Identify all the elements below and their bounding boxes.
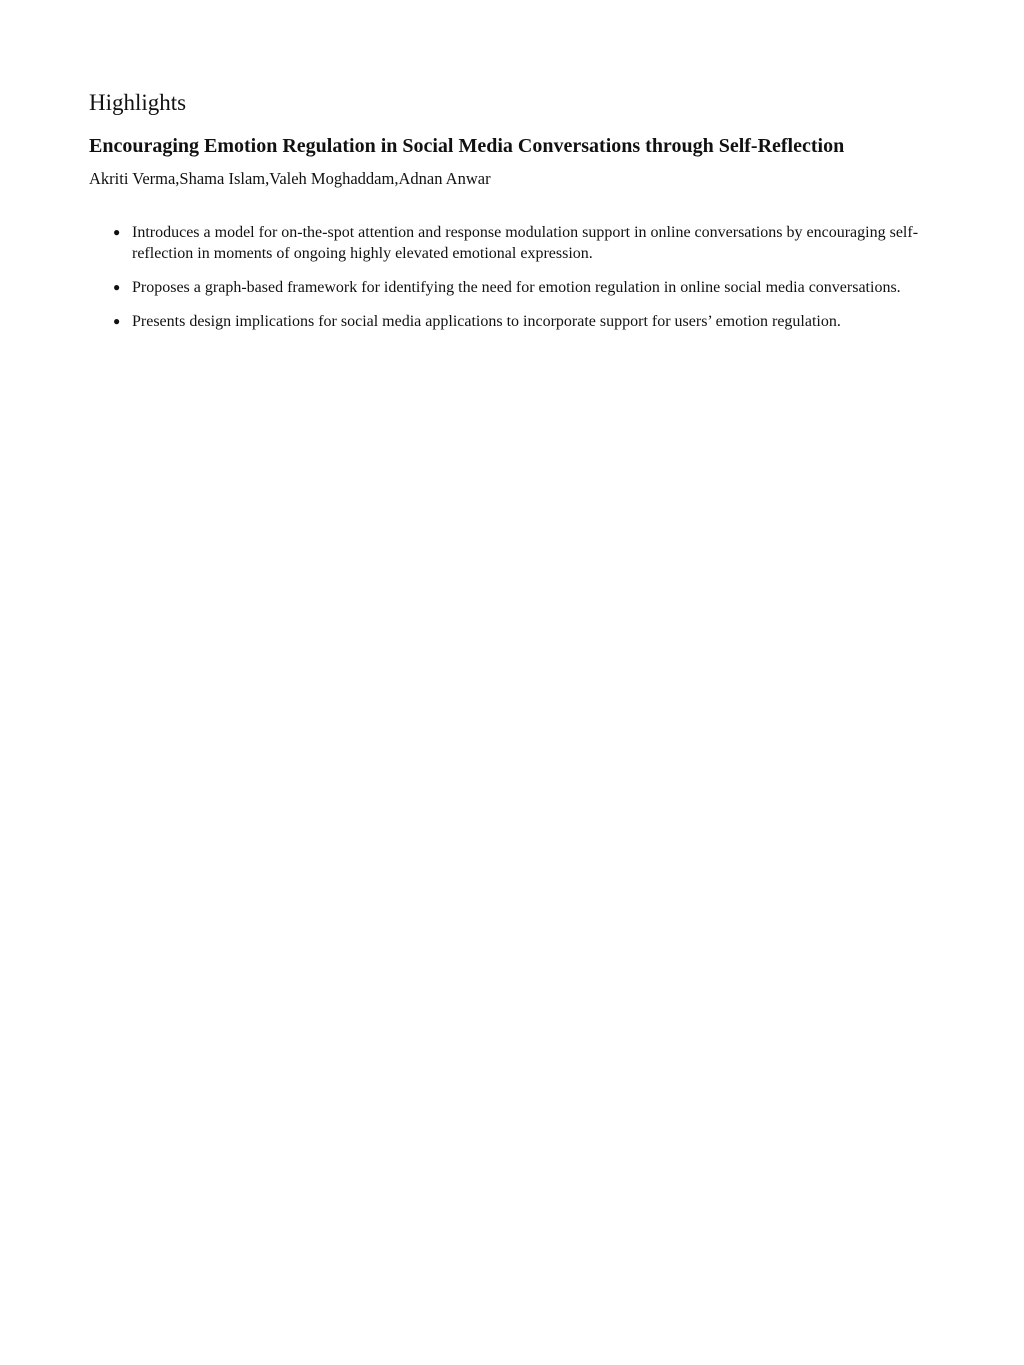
bullet-icon: ● bbox=[113, 314, 121, 328]
highlight-item bbox=[113, 277, 943, 298]
bullet-icon: ● bbox=[113, 280, 121, 294]
author-list: Akriti Verma,Shama Islam,Valeh Moghaddam,Adnan Anwar bbox=[89, 169, 491, 188]
highlights-list bbox=[113, 222, 943, 345]
highlight-item bbox=[113, 222, 943, 264]
highlight-item bbox=[113, 311, 943, 332]
highlight-text: Introduces a model for on-the-spot attention and response modulation support in online conversations by encouraging self-reflection in moments of ongoing highly elevated emotional expression. bbox=[132, 224, 919, 262]
section-label: Highlights bbox=[89, 90, 187, 115]
highlight-text: Presents design implications for social media applications to incorporate support for users’ emotion regulation. bbox=[132, 313, 841, 330]
highlight-text: Proposes a graph-based framework for identifying the need for emotion regulation in online social media conversations. bbox=[132, 279, 901, 296]
paper-title: Encouraging Emotion Regulation in Social Media Conversations through Self-Reflection bbox=[89, 135, 845, 157]
bullet-icon: ● bbox=[113, 225, 121, 239]
